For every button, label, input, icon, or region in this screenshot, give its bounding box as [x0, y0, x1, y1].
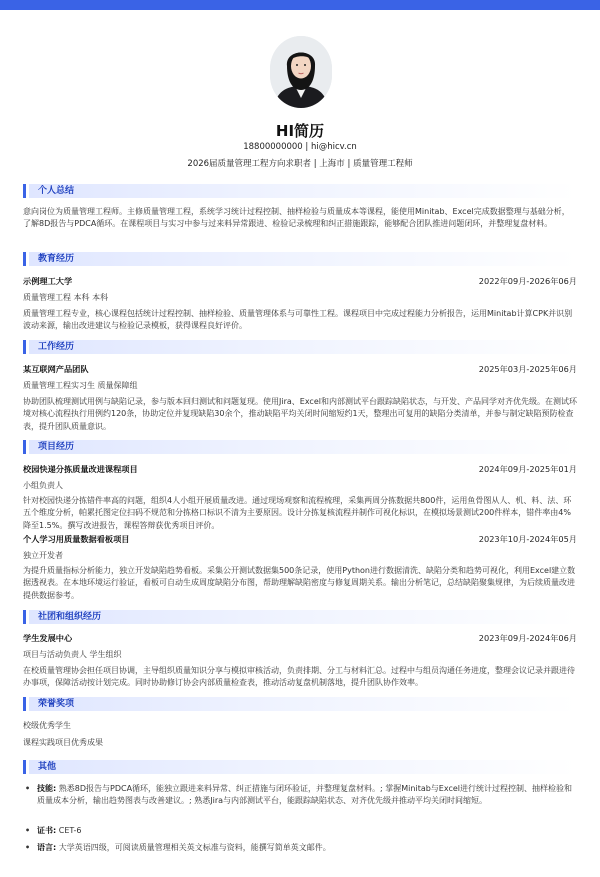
project-period: 2024年09月-2025年01月 [478, 464, 577, 474]
work-period: 2025年03月-2025年06月 [478, 364, 577, 374]
other-text: CET-6 [58, 826, 82, 835]
section-title: 其他 [38, 762, 57, 772]
job-intent: 2026届质量管理工程方向求职者 | 上海市 | 质量管理工程师 [187, 159, 413, 169]
section-awards-header [23, 697, 577, 711]
section-marker [23, 610, 26, 624]
avatar [270, 36, 332, 108]
other-text: 大学英语四级，可阅读质量管理相关英文标准与资料，能撰写简单英文邮件。 [58, 843, 331, 852]
summary-text: 意向岗位为质量管理工程师。主修质量管理工程，系统学习统计过程控制、抽样检验与质量成本等课程，能使用Minitab、Excel完成数据整理与基础分析，了解8D报告与PDCA循环。在课程项目与实习中参与过来料异常跟进、检验记录梳理和纠正措施跟踪，能够配合团队推进问题闭环，并整理复盘材料。 [23, 207, 570, 229]
campus-role: 项目与活动负责人 学生组织 [23, 650, 122, 659]
work-role: 质量管理工程实习生 质量保障组 [23, 381, 138, 390]
project-role: 独立开发者 [23, 551, 63, 560]
project-name: 个人学习用质量数据看板项目 [23, 534, 130, 544]
section-band [29, 184, 577, 198]
other-label: 证书: [37, 826, 57, 835]
work-desc: 协助团队梳理测试用例与缺陷记录，参与版本回归测试和问题复现。使用Jira、Excel和内部测试平台跟踪缺陷状态，与开发、产品同学对齐优先级。在测试环境对核心流程执行用例约120条，协助定位并复现缺陷30余个，推动缺陷平均关闭时间缩短约1天，整理出可复用的缺陷分类清单，并参与制定缺陷预防检查表，提升团队质量意识。 [23, 397, 577, 431]
section-summary-header [23, 184, 577, 198]
section-band [29, 697, 577, 711]
campus-desc: 在校质量管理协会担任项目协调，主导组织质量知识分享与模拟审核活动，负责排期、分工与材料汇总。过程中与组员沟通任务进度，整理会议记录并跟进待办事项，保障活动按计划完成。同时协助修订协会内部质量检查表，推动活动复盘机制落地，提升团队协作效率。 [23, 666, 575, 688]
education-desc: 质量管理工程专业，核心课程包括统计过程控制、抽样检验、质量管理体系与可靠性工程。课程项目中完成过程能力分析报告，运用Minitab计算CPK并识别波动来源，输出改进建议与检验记录模板，获得课程良好评价。 [23, 309, 573, 331]
resume-name: HI简历 [275, 122, 325, 140]
section-campus-header [23, 610, 577, 624]
section-education-header [23, 252, 577, 266]
project-role: 小组负责人 [23, 481, 63, 490]
award-item: 课程实践项目优秀成果 [23, 738, 103, 747]
education-period: 2022年09月-2026年06月 [478, 276, 577, 286]
org-name: 学生发展中心 [23, 633, 73, 643]
education-row [23, 276, 577, 288]
project-desc: 针对校园快递分拣错件率高的问题，组织4人小组开展质量改进。通过现场观察和流程梳理，采集两周分拣数据共800件，运用鱼骨图从人、机、料、法、环五个维度分析，帕累托图定位扫码不规范和分拣格口标识不清为主要原因。设计分拣复核流程并制作可视化标识，在模拟场景测试200件样本，错件率由4%降至1.5%。撰写改进报告，课程答辩获优秀项目评价。 [23, 496, 572, 530]
section-title: 工作经历 [38, 342, 75, 352]
section-band [29, 252, 577, 266]
other-label: 语言: [37, 843, 57, 852]
section-marker [23, 184, 26, 198]
campus-period: 2023年09月-2024年06月 [478, 633, 577, 643]
section-marker [23, 252, 26, 266]
project-period: 2023年10月-2024年05月 [478, 534, 577, 544]
section-marker [23, 340, 26, 354]
project-row [23, 534, 577, 546]
project-name: 校园快递分拣质量改进课程项目 [23, 464, 138, 474]
work-row [23, 364, 577, 376]
section-title: 社团和组织经历 [38, 612, 102, 622]
project-desc: 为提升质量指标分析能力，独立开发缺陷趋势看板。采集公开测试数据集500条记录，使用Python进行数据清洗、缺陷分类和趋势可视化，利用Excel建立数据透视表。在本地环境运行验证，看板可自动生成周度缺陷分布图，帮助理解缺陷密度与修复周期关系。输出分析笔记，总结缺陷聚集规律，为后续质量改进提供数据参考。 [23, 566, 576, 600]
school-name: 示例理工大学 [23, 276, 73, 286]
section-projects-header [23, 440, 577, 454]
section-band [29, 440, 577, 454]
section-marker [23, 760, 26, 774]
project-row [23, 464, 577, 476]
portrait-photo-icon [270, 36, 332, 108]
bullet-icon: • [25, 826, 31, 835]
section-marker [23, 697, 26, 711]
section-marker [23, 440, 26, 454]
other-text: 熟悉8D报告与PDCA循环，能独立跟进来料异常、纠正措施与闭环验证，并整理复盘材料。; 掌握Minitab与Excel进行统计过程控制、抽样检验和质量成本分析，输出趋势图表与改善建议。; 熟悉Jira与内部测试平台，能跟踪缺陷状态、对齐优先级并推动平均关闭时间缩短。 [37, 784, 573, 806]
section-title: 个人总结 [38, 186, 75, 196]
bullet-icon: • [25, 843, 31, 852]
campus-row [23, 633, 577, 645]
section-title: 荣誉奖项 [38, 699, 75, 709]
section-other-header [23, 760, 577, 774]
section-band [29, 610, 577, 624]
education-major: 质量管理工程 本科 本科 [23, 293, 109, 302]
top-accent-bar [0, 0, 600, 10]
section-band [29, 340, 577, 354]
other-label: 技能: [37, 784, 57, 793]
section-title: 教育经历 [38, 254, 75, 264]
company-name: 某互联网产品团队 [23, 364, 89, 374]
award-item: 校级优秀学生 [23, 721, 71, 730]
section-title: 项目经历 [38, 442, 75, 452]
contact-info: 18800000000 | hi@hicv.cn [243, 142, 357, 152]
bullet-icon: • [25, 784, 31, 793]
section-work-header [23, 340, 577, 354]
section-band [29, 760, 577, 774]
